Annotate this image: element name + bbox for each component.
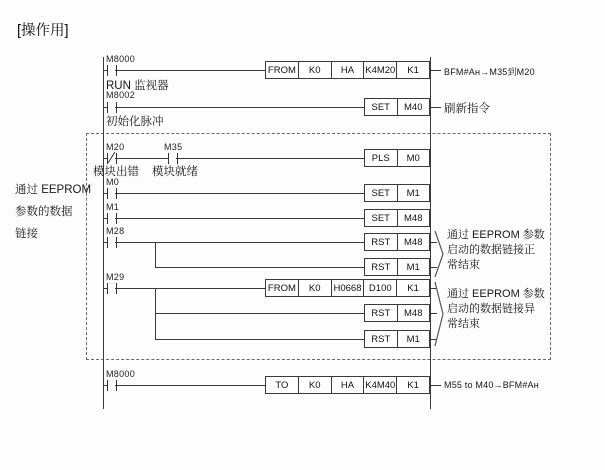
operand-cell: M48 (404, 236, 423, 248)
rung-note: 模块就绪 (152, 166, 198, 178)
instruction-cell: FROM (266, 280, 299, 296)
operand-cell: K0 (299, 62, 332, 78)
rung-wire (115, 385, 265, 386)
contact-label: M8000 (106, 54, 136, 64)
operand-cell: K1 (407, 64, 419, 76)
contact-label: M29 (106, 272, 125, 282)
operand-cell: H0668 (332, 280, 365, 296)
rung-wire (115, 158, 168, 159)
branch-wire (155, 242, 156, 267)
comment-brace (434, 281, 446, 347)
instruction-cell: SET (365, 99, 398, 115)
contact-label: M8002 (106, 90, 136, 100)
rung-wire (115, 107, 364, 108)
operand-cell: HA (332, 377, 365, 393)
operand-cell: M1 (406, 261, 420, 273)
instruction-box-from (265, 61, 430, 79)
left-power-rail (103, 57, 104, 409)
operand-cell: M48 (404, 212, 423, 224)
rung-wire (115, 218, 364, 219)
instruction-box-set (364, 209, 430, 227)
rung-note: 模块出错 (93, 166, 139, 178)
instruction-box-to (265, 376, 430, 394)
rung-comment: M55 to M40→BFM#Aʜ (444, 380, 539, 390)
group-comment-line: 通过 EEPROM 参数 (447, 229, 545, 241)
operand-cell: D100 (364, 280, 397, 296)
operand-cell: K0 (299, 280, 332, 296)
contact-label: M1 (106, 202, 120, 212)
operand-cell: M48 (404, 307, 423, 319)
side-label-line: 参数的数据 (15, 206, 73, 218)
instruction-cell: RST (365, 305, 398, 321)
side-label-line: 链接 (15, 228, 38, 240)
comment-tick (431, 385, 441, 386)
rung-comment: 刷新指令 (444, 103, 490, 115)
contact-label: M35 (164, 142, 183, 152)
contact-label: M28 (106, 226, 125, 236)
instruction-cell: RST (365, 259, 398, 275)
instruction-cell: TO (266, 377, 299, 393)
instruction-box-rst (364, 330, 430, 348)
group-comment-normal-end (447, 228, 545, 273)
instruction-box-set (364, 184, 430, 202)
rung-wire (155, 339, 364, 340)
group-comment-abnormal-end (447, 287, 545, 332)
rung-comment: BFM#Aʜ→M35到M20 (444, 67, 535, 77)
page-title: [操作用] (17, 23, 69, 39)
rung-note: 初始化脉冲 (106, 116, 164, 128)
instruction-cell: RST (365, 331, 398, 347)
group-comment-line: 启动的数据链接正 (447, 244, 535, 256)
operand-cell: M40 (404, 101, 423, 113)
operand-cell: K4M20 (364, 62, 397, 78)
right-power-rail (430, 57, 431, 409)
operand-cell: K1 (407, 379, 419, 391)
rung-wire (115, 70, 265, 71)
rung-wire (176, 158, 364, 159)
group-comment-line: 通过 EEPROM 参数 (447, 288, 545, 300)
side-label-eeprom-link (15, 179, 91, 245)
instruction-cell: PLS (365, 150, 398, 166)
operand-cell: M1 (406, 333, 420, 345)
instruction-box-rst (364, 258, 430, 276)
side-label-line: 通过 EEPROM (15, 184, 92, 196)
instruction-box-pls (364, 149, 430, 167)
operand-cell: HA (332, 62, 365, 78)
rung-note: RUN 监视器 (106, 80, 169, 92)
instruction-cell: SET (365, 185, 398, 201)
instruction-box-rst (364, 304, 430, 322)
contact-label: M20 (106, 142, 125, 152)
comment-brace (434, 230, 446, 278)
rung-wire (115, 242, 364, 243)
comment-tick (431, 107, 441, 108)
rung-wire (155, 267, 364, 268)
instruction-box-set (364, 98, 430, 116)
operand-cell: K1 (407, 282, 419, 294)
group-comment-line: 启动的数据链接异 (447, 303, 535, 315)
group-comment-line: 常结束 (447, 318, 480, 330)
instruction-cell: SET (365, 210, 398, 226)
rung-wire (115, 193, 364, 194)
rung-wire (155, 313, 364, 314)
rung-wire (115, 288, 265, 289)
contact-label: M8000 (106, 369, 136, 379)
comment-tick (431, 70, 441, 71)
instruction-box-rst (364, 233, 430, 251)
operand-cell: K4M40 (364, 377, 397, 393)
operand-cell: M0 (406, 152, 420, 164)
group-comment-line: 常结束 (447, 259, 480, 271)
instruction-cell: FROM (266, 62, 299, 78)
instruction-cell: RST (365, 234, 398, 250)
contact-label: M0 (106, 177, 120, 187)
operand-cell: K0 (299, 377, 332, 393)
instruction-box-from (265, 279, 430, 297)
operand-cell: M1 (406, 187, 420, 199)
